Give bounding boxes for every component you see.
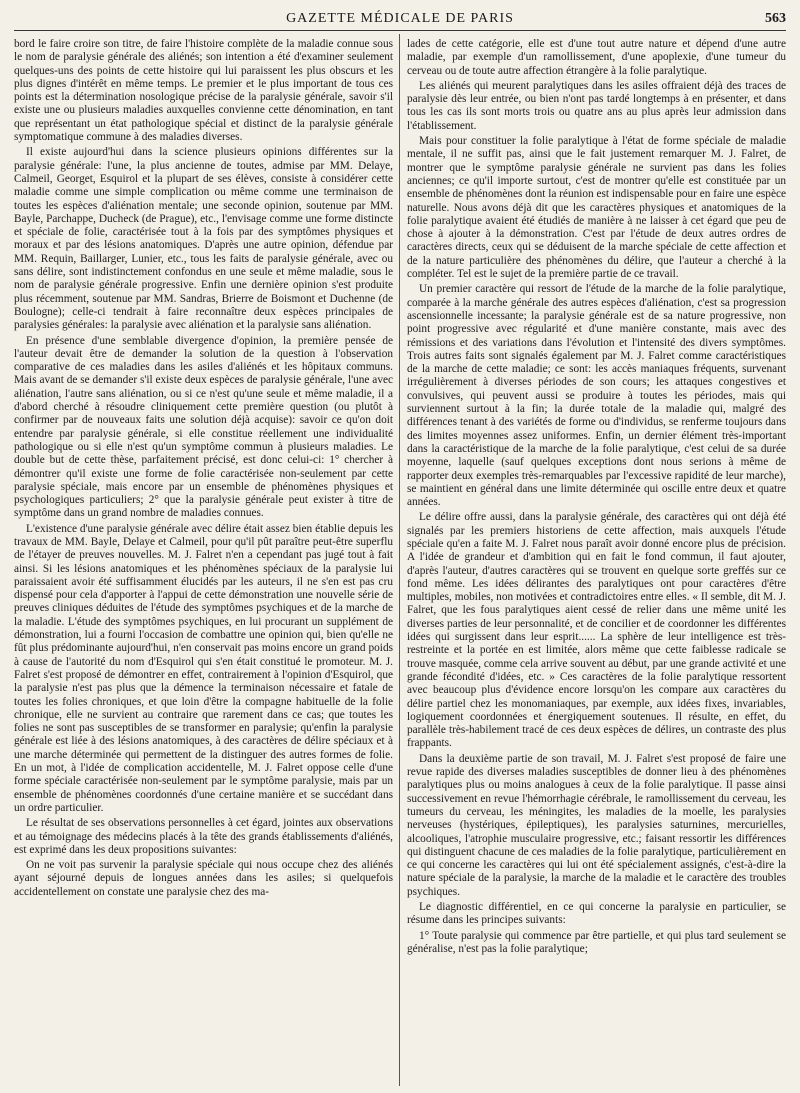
paragraph: On ne voit pas survenir la paralysie spéciale qui nous occupe chez des aliénés ayant séjourné depuis de longues années dans les asiles; si quelquefois accidentellement on constate une paralysie chez des ma-	[14, 859, 393, 898]
paragraph: Le diagnostic différentiel, en ce qui concerne la paralysie en particulier, se résume dans les principes suivants:	[407, 901, 786, 927]
journal-title: GAZETTE MÉDICALE DE PARIS	[286, 11, 514, 26]
paragraph: Mais pour constituer la folie paralytique à l'état de forme spéciale de maladie mentale, il ne suffit pas, ainsi que le fait justement remarquer M. J. Falret, de montrer que le symptôme paralysie générale ne survient pas dans les folies anciennes; ce qu'il importe surtout, c'est de montrer qu'elle est constituée par un ensemble de phénomènes dont la réunion est indispensable pour en faire une espèce naturelle. Nous avons déjà dit que les caractères physiques et anatomiques de la folie paralytique avaient été étudiés de manière à ne laisser à cet égard que peu de chose à ajouter à la démonstration. C'est par l'étude de deux autres ordres de caractères directs, ceux qui se déduisent de la marche spéciale de cette affection et de la nature particulière des phénomènes du délire, que l'auteur a cherché à la compléter. Tel est le sujet de la première partie de ce travail.	[407, 135, 786, 281]
paragraph: lades de cette catégorie, elle est d'une tout autre nature et dépend d'une autre maladie, par exemple d'un ramollissement, d'une apoplexie, d'une tumeur du cerveau ou de toute autre affection étrangère à la folie paralytique.	[407, 38, 786, 77]
column-divider	[399, 34, 400, 1086]
paragraph: En présence d'une semblable divergence d'opinion, la première pensée de l'auteur devait être de demander la solution de la question à l'observation comparative de ces maladies dans les asiles d'aliénés et les hôpitaux communs. Mais avant de se demander s'il existe deux espèces de paralysie générale, l'une avec aliénation, l'autre sans aliénation, ou si ce n'est qu'une seule et même maladie, il a d'abord cherché à résoudre cliniquement cette première question (ou plutôt à confirmer par de nouveaux faits une solution déjà acquise): savoir ce qu'on doit entendre par paralysie générale, si elle constitue réellement une individualité pathologique ou si elle n'est qu'un symptôme commun à plusieurs maladies. Le double but de cette thèse, parfaitement précisé, est donc celui-ci: 1° chercher à démontrer qu'il existe une forme de folie caractérisée non-seulement par cette paralysie spéciale, mais encore par un ensemble de phénomènes physiques et psychologiques particuliers; 2° que la paralysie générale peut exister à titre de symptôme dans un grand nombre de maladies connues.	[14, 334, 393, 520]
paragraph: L'existence d'une paralysie générale avec délire était assez bien établie depuis les travaux de MM. Bayle, Delaye et Calmeil, pour qu'il pût paraître peut-être superflu de l'étayer de preuves nouvelles. M. J. Falret n'en a cependant pas jugé tout à fait ainsi. Si les lésions anatomiques et les phénomènes spéciaux de la paralysie lui paraissaient avoir été suffisamment élucidés par les auteurs, il ne s'en est pas cru dispensé pour cela d'apporter à l'appui de cette démonstration une nouvelle série de preuves cliniques déduites de l'étude des symptômes psychiques et de la marche de la maladie. L'étude des symptômes psychiques, en lui procurant un supplément de démonstration, lui a fourni l'occasion de combattre une opinion qui, bien qu'elle ne fût plus prédominante aujourd'hui, n'en conservait pas moins encore un grand poids à cause de l'autorité du nom d'Esquirol qui s'en était constitué le promoteur. M. J. Falret s'est proposé de démontrer en effet, contrairement à l'opinion d'Esquirol, que la paralysie n'est pas plus que la démence la terminaison nécessaire et fatale de toutes les folies chroniques, et que loin d'être la compagne habituelle de la folie chronique, elle ne survient au contraire que rarement dans ce cas; que toutes les folies ne sont pas susceptibles de se transformer en paralysie; qu'enfin la paralysie générale est liée à des lésions anatomiques, à des caractères de délire spéciaux et à une marche déterminée qui permettent de la distinguer des autres formes de folie. En un mot, à l'idée de complication accidentelle, M. J. Falret oppose celle d'une forme spéciale caractérisée non-seulement par le symptôme paralysie, mais par un ensemble de phénomènes coordonnés d'une certaine manière et se succédant dans un ordre particulier.	[14, 522, 393, 814]
paragraph: Dans la deuxième partie de son travail, M. J. Falret s'est proposé de faire une revue rapide des diverses maladies susceptibles de donner lieu à des phénomènes paralytiques plus ou moins analogues à ceux de la folie paralytique. Il passe ainsi successivement en revue l'hémorrhagie cérébrale, le ramollissement du cerveau, les tumeurs du cerveau, les méningites, les maladies de la moelle, les paralysies nerveuses (hystériques, épileptiques), les paralysies saturnines, mercurielles, alcooliques, l'atrophie musculaire progressive, etc.; faisant ressortir les différences qui distinguent chacune de ces maladies de la folie paralytique, particulièrement en ce qui concerne les caractères qui lui ont été spécialement assignés, c'est-à-dire la nature spéciale de la paralysie, la marche de la maladie et le caractère des troubles psychiques.	[407, 752, 786, 898]
paragraph: Le résultat de ses observations personnelles à cet égard, jointes aux observations et au témoignage des médecins placés à la tête des grands établissements d'aliénés, est exprimé dans les deux propositions suivantes:	[14, 817, 393, 856]
paragraph: Un premier caractère qui ressort de l'étude de la marche de la folie paralytique, comparée à la marche générale des autres espèces d'aliénation, c'est sa progression ascensionnelle incessante; la paralysie générale est de sa nature progressive, non point progressive avec régularité et d'une manière constante, mais avec des rémissions et des variations dans l'évolution et l'intensité des divers symptômes. Trois autres faits sont signalés également par M. J. Falret comme caractéristiques de la marche de cette maladie; ce sont: les accès maniaques fréquents, survenant irrégulièrement à diverses périodes de son cours; les attaques congestives et convulsives, qui peuvent aussi se produire à toutes les périodes, mais qui surviennent surtout à la fin; la durée totale de la maladie qui, malgré des différences tenant à des variétés de forme ou d'individus, se renferme toujours dans des limites moyennes assez uniformes. Enfin, un dernier élément très-important dans la caractéristique de la marche de la folie paralytique, c'est celui de sa durée moyenne, laquelle (sauf quelques exceptions dont nous serions à même de rapporter deux exemples très-remarquables par l'excessive rapidité de leur marche), se maintient en général dans une limite déterminée qui oscille entre deux et quatre années.	[407, 283, 786, 509]
paragraph: Il existe aujourd'hui dans la science plusieurs opinions différentes sur la paralysie générale: l'une, la plus ancienne de toutes, admise par MM. Delaye, Calmeil, Georget, Esquirol et la plupart de ses élèves, consiste à considérer cette maladie comme une simple complication ou même comme une terminaison de toutes les espèces d'aliénation mentale; une seconde opinion, soutenue par MM. Bayle, Parchappe, Ducheck (de Prague), etc., l'envisage comme une forme distincte et spéciale de folie, caractérisée tout à la fois par des symptômes physiques et moraux et par des lésions anatomiques. D'après une autre opinion, défendue par MM. Requin, Baillarger, Lunier, etc., tous les faits de paralysie générale, avec ou sans délire, sont indistinctement confondus en une seule et même maladie, sous le nom de paralysie générale progressive. Enfin une dernière opinion s'est produite plus récemment, soutenue par MM. Sandras, Brierre de Boismont et Duchenne (de Boulogne); celle-ci tendrait à faire reconnaître deux espèces principales de paralysies générales: la paralysie avec aliénation et la paralysie sans aliénation.	[14, 146, 393, 332]
paragraph: bord le faire croire son titre, de faire l'histoire complète de la maladie connue sous le nom de paralysie générale des aliénés; son intention a été d'examiner seulement quelques-uns des points de cette histoire qui lui paraissent les plus obscurs et les plus dignes d'intérêt en même temps. Le premier et le plus important de tous ces points est la détermination nosologique précise de la paralysie générale, savoir s'il existe une ou plusieurs maladies auxquelles convienne cette dénomination, en tant que représentant un état pathologique spécial et distinct de la paralysie générale symptomatique commune à des maladies diverses.	[14, 38, 393, 144]
left-column	[14, 38, 393, 1083]
page-header	[14, 8, 786, 31]
list-item: 1° Toute paralysie qui commence par être partielle, et qui plus tard seulement se généralise, n'est pas la folie paralytique;	[407, 929, 786, 955]
paragraph: Les aliénés qui meurent paralytiques dans les asiles offraient déjà des traces de paralysie dès leur entrée, ou bien n'ont pas tardé longtemps à en présenter, et dans tous les cas ils sont morts trois ou quatre ans au plus après leur admission dans l'établissement.	[407, 79, 786, 132]
right-column	[407, 38, 786, 1083]
paragraph: Le délire offre aussi, dans la paralysie générale, des caractères qui ont déjà été signalés par les premiers historiens de cette affection, mais auxquels l'étude spéciale qu'en a faite M. J. Falret nous paraît avoir donné encore plus de précision. A l'idée de grandeur et d'ambition qui en fait le fond commun, il faut ajouter, d'après l'auteur, d'autres caractères qui se trouvent en quelque sorte greffés sur ce fond même. Les idées délirantes des paralytiques ont pour caractères d'être multiples, mobiles, non motivées et contradictoires entre elles. « Il semble, dit M. J. Falret, que les fous paralytiques aient cessé de relier dans une même unité les diverses parties de leur personnalité, et de concilier et de coordonner les différentes idées qui surgissent dans leur esprit...... La sphère de leur intelligence est très-restreinte et la portée en est limitée, alors même que cette faiblesse radicale se trouve masquée, comme cela arrive souvent au début, par une grande activité et une grande fécondité d'idées, etc. » Ces caractères de la folie paralytique ressortent avec beaucoup plus d'évidence encore lorsqu'on les compare aux caractères du délire partiel chez les monomaniaques, par exemple, aux idées fixes, invariables, logiquement coordonnées et énergiquement soutenues. Il résulte, en effet, du parallèle très-habilement tracé de ces deux espèces de délires, un contraste des plus frappants.	[407, 511, 786, 750]
page-number: 563	[765, 11, 786, 26]
